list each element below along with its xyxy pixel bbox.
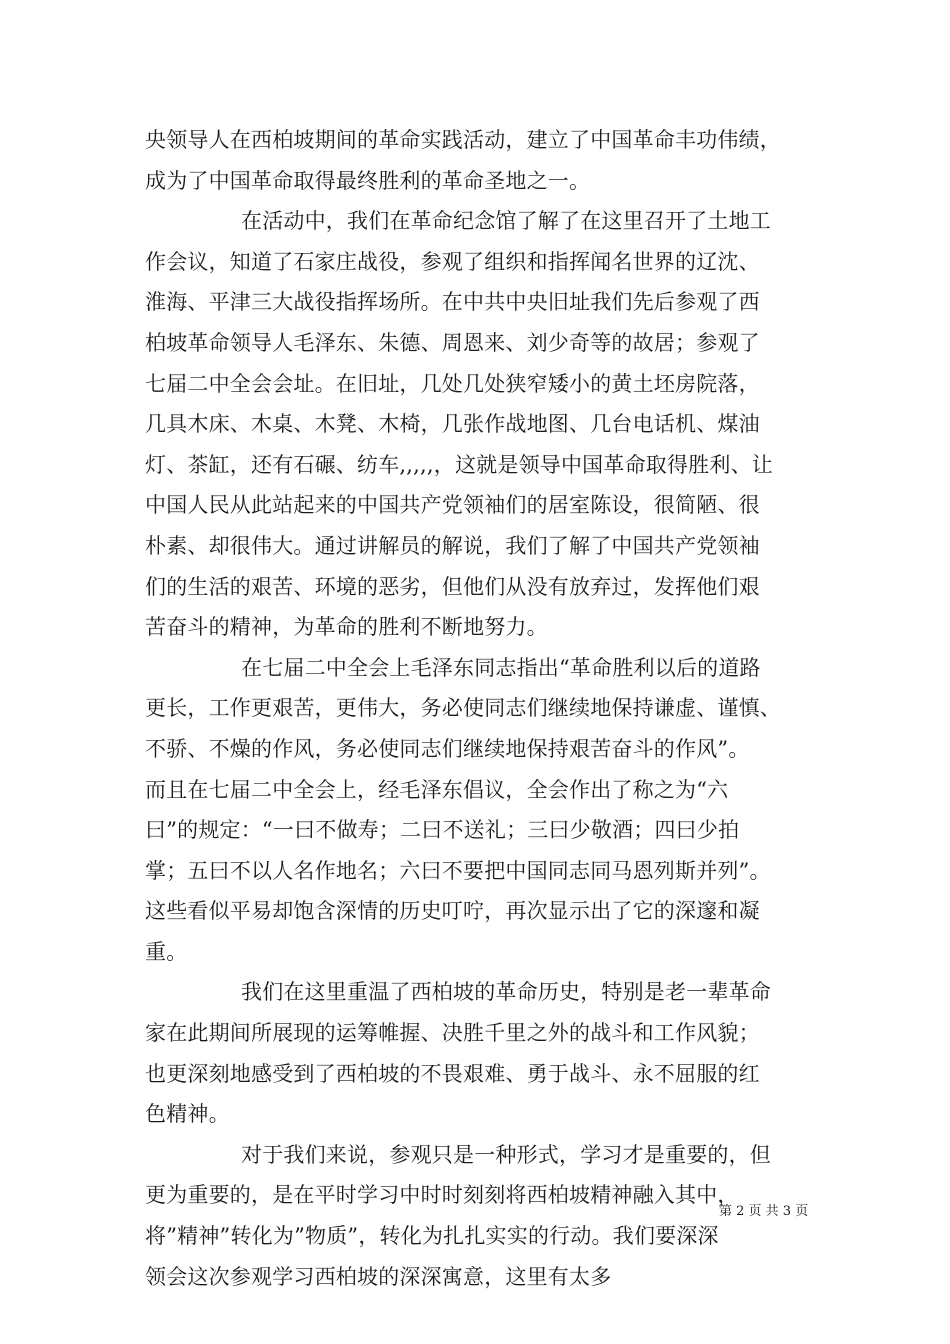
text-line: 们的生活的艰苦、环境的恶劣，但他们从没有放弃过，发挥他们艰 — [145, 574, 760, 599]
text-line: 家在此期间所展现的运筹帷握、决胜千里之外的战斗和工作风貌； — [145, 1021, 760, 1046]
paragraph-start-line: 在七届二中全会上毛泽东同志指出“革命胜利以后的道路 — [241, 655, 761, 680]
text-line: 七届二中全会会址。在旧址，几处几处狭窄矮小的黄土坯房院落， — [145, 371, 760, 396]
text-line: 朴素、却很伟大。通过讲解员的解说，我们了解了中国共产党领袖 — [145, 533, 760, 558]
page-number-footer: 第 2 页 共 3 页 — [719, 1204, 809, 1219]
text-line: 淮海、平津三大战役指挥场所。在中共中央旧址我们先后参观了西 — [145, 290, 760, 315]
paragraph-start-line: 对于我们来说，参观只是一种形式，学习才是重要的，但 — [241, 1142, 771, 1167]
document-body — [145, 120, 815, 1297]
text-line: 也更深刻地感受到了西柏坡的不畏艰难、勇于战斗、永不屈服的红 — [145, 1061, 760, 1086]
text-line: 领会这次参观学习西柏坡的深深寓意，这里有太多 — [145, 1264, 612, 1289]
text-line: 重。 — [145, 939, 188, 964]
text-line: 曰”的规定：“一曰不做寿；二曰不送礼；三曰少敬酒；四曰少拍 — [145, 818, 740, 843]
text-line: 苦奋斗的精神，为革命的胜利不断地努力。 — [145, 615, 548, 640]
text-line: 色精神。 — [145, 1102, 230, 1127]
text-line: 而且在七届二中全会上，经毛泽东倡议，全会作出了称之为“六 — [145, 777, 729, 802]
text-line: 将”精神”转化为”物质”，转化为扎扎实实的行动。我们要深深 — [145, 1224, 719, 1249]
text-line: 这些看似平易却饱含深情的历史叮咛，再次显示出了它的深邃和凝 — [145, 899, 760, 924]
text-line: 作会议，知道了石家庄战役，参观了组织和指挥闻名世界的辽沈、 — [145, 249, 760, 274]
text-line: 几具木床、木桌、木凳、木椅，几张作战地图、几台电话机、煤油 — [145, 412, 760, 437]
text-line: 央领导人在西柏坡期间的革命实践活动，建立了中国革命丰功伟绩， — [145, 128, 781, 152]
text-line: 更长，工作更艰苦，更伟大，务必使同志们继续地保持谦虚、谨慎、 — [145, 696, 781, 721]
text-line: 成为了中国革命取得最终胜利的革命圣地之一。 — [145, 168, 591, 193]
text-line: 不骄、不燥的作风，务必使同志们继续地保持艰苦奋斗的作风”。 — [145, 736, 750, 761]
text-line: 中国人民从此站起来的中国共产党领袖们的居室陈设，很简陋、很 — [145, 493, 760, 518]
text-line: 柏坡革命领导人毛泽东、朱德、周恩来、刘少奇等的故居；参观了 — [145, 330, 760, 355]
text-line: 掌；五曰不以人名作地名；六曰不要把中国同志同马恩列斯并列”。 — [145, 858, 771, 883]
paragraph-start-line: 在活动中，我们在革命纪念馆了解了在这里召开了土地工 — [241, 209, 771, 234]
text-line: 更为重要的，是在平时学习中时时刻刻将西柏坡精神融入其中， — [145, 1183, 739, 1208]
paragraph-start-line: 我们在这里重温了西柏坡的革命历史，特别是老一辈革命 — [241, 980, 771, 1005]
text-line: 灯、茶缸，还有石碾、纺车,,,,,，这就是领导中国革命取得胜利、让 — [145, 452, 773, 477]
